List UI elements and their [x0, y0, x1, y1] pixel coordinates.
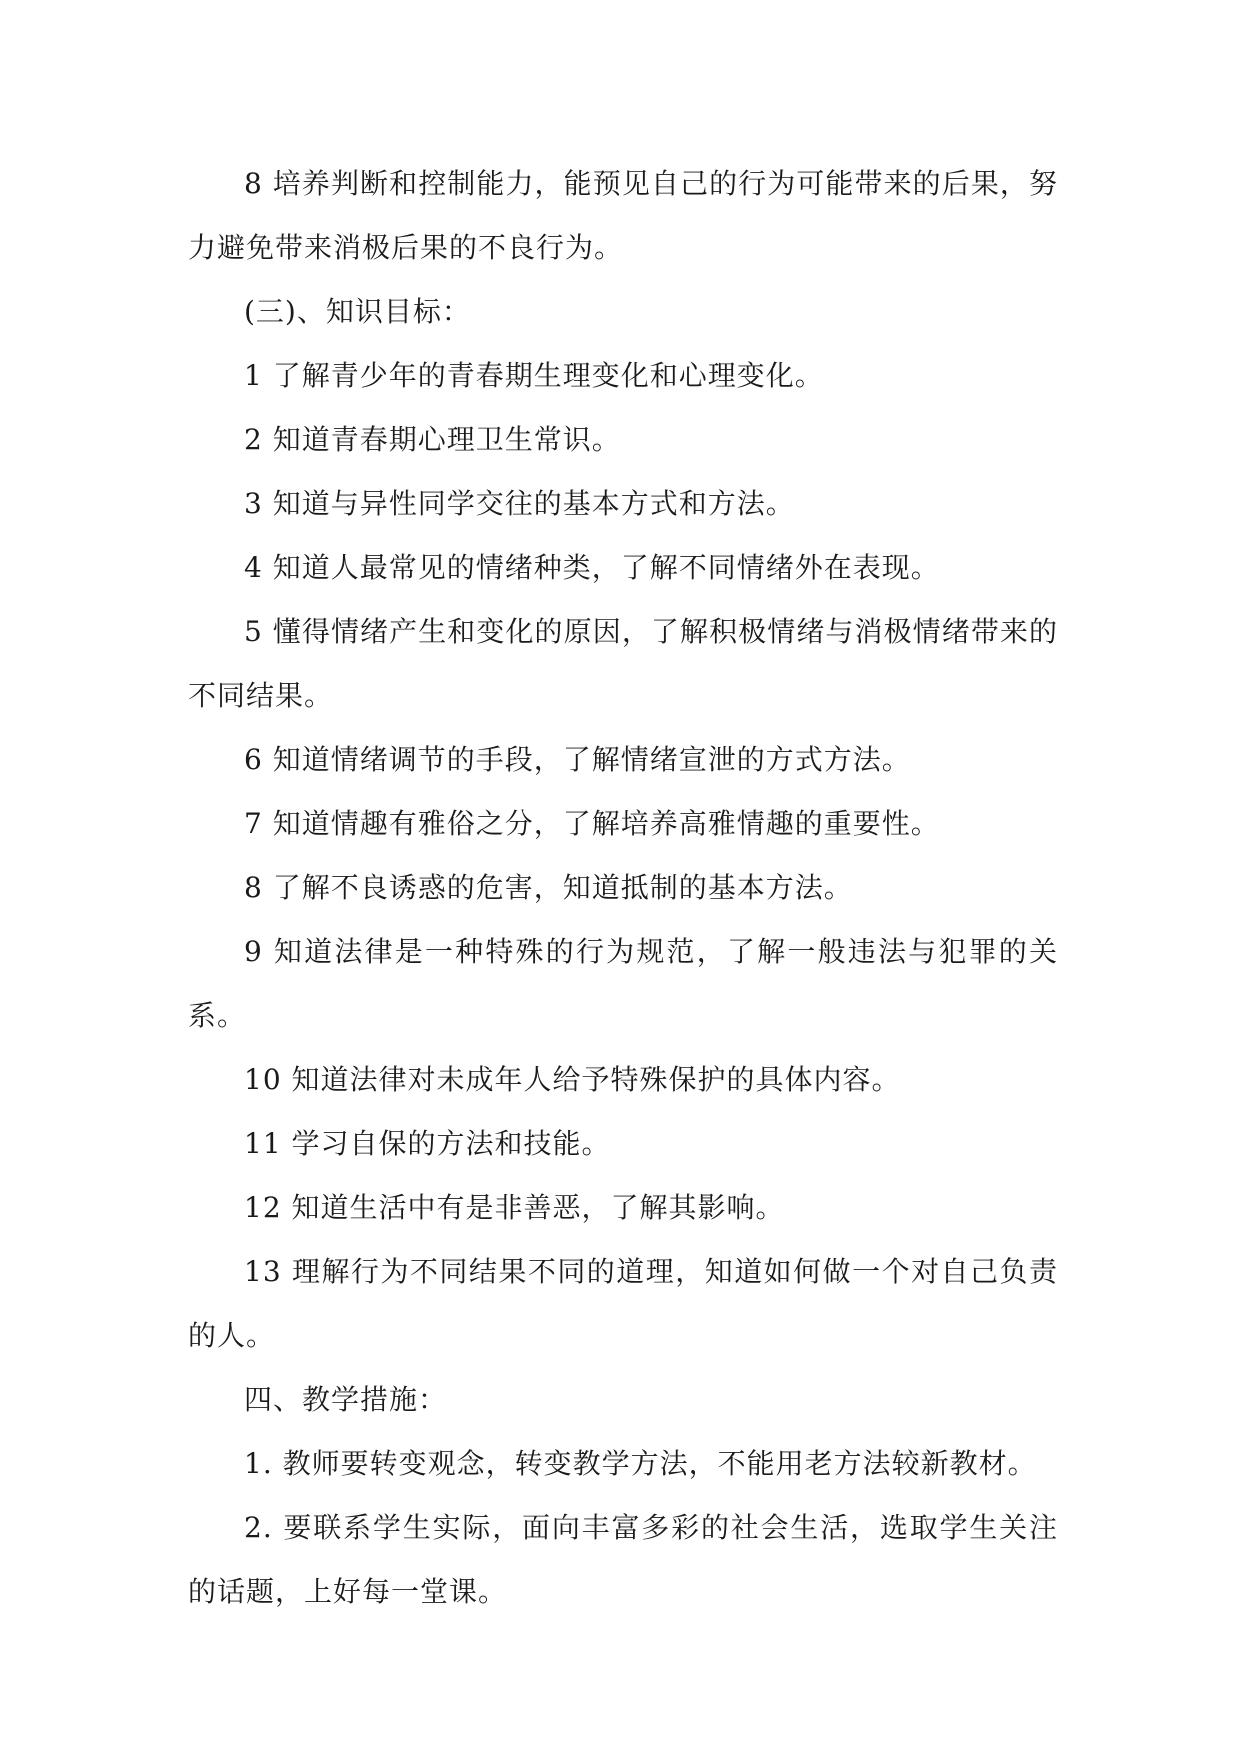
paragraph-knowledge-7: 7 知道情趣有雅俗之分，了解培养高雅情趣的重要性。: [244, 807, 940, 840]
text-content: [188, 152, 1058, 1624]
paragraph-knowledge-9: 9 知道法律是一种特殊的行为规范，了解一般违法与犯罪的关系。: [188, 935, 1058, 1032]
paragraph-measure-2: 2. 要联系学生实际，面向丰富多彩的社会生活，选取学生关注的话题，上好每一堂课。: [188, 1511, 1058, 1608]
paragraph-knowledge-12: 12 知道生活中有是非善恶，了解其影响。: [244, 1191, 785, 1224]
paragraph-knowledge-1: 1 了解青少年的青春期生理变化和心理变化。: [244, 359, 824, 392]
paragraph-knowledge-4: 4 知道人最常见的情绪种类，了解不同情绪外在表现。: [244, 551, 940, 584]
section-heading-knowledge-goals: (三)、知识目标：: [244, 295, 471, 328]
paragraph-knowledge-3: 3 知道与异性同学交往的基本方式和方法。: [244, 487, 795, 520]
paragraph-measure-1: 1. 教师要转变观念，转变教学方法，不能用老方法较新教材。: [244, 1447, 1037, 1480]
page-body: [188, 0, 1058, 1754]
paragraph-knowledge-8: 8 了解不良诱惑的危害，知道抵制的基本方法。: [244, 871, 853, 904]
paragraph-knowledge-11: 11 学习自保的方法和技能。: [244, 1127, 611, 1160]
paragraph-knowledge-2: 2 知道青春期心理卫生常识。: [244, 423, 621, 456]
paragraph-knowledge-10: 10 知道法律对未成年人给予特殊保护的具体内容。: [244, 1063, 901, 1096]
paragraph-skill-8: 8 培养判断和控制能力，能预见自己的行为可能带来的后果，努力避免带来消极后果的不良行为。: [188, 167, 1058, 264]
paragraph-knowledge-5: 5 懂得情绪产生和变化的原因，了解积极情绪与消极情绪带来的不同结果。: [188, 615, 1058, 712]
section-heading-teaching-measures: 四、教学措施：: [244, 1383, 448, 1416]
paragraph-knowledge-6: 6 知道情绪调节的手段，了解情绪宣泄的方式方法。: [244, 743, 911, 776]
paragraph-knowledge-13: 13 理解行为不同结果不同的道理，知道如何做一个对自己负责的人。: [188, 1255, 1058, 1352]
